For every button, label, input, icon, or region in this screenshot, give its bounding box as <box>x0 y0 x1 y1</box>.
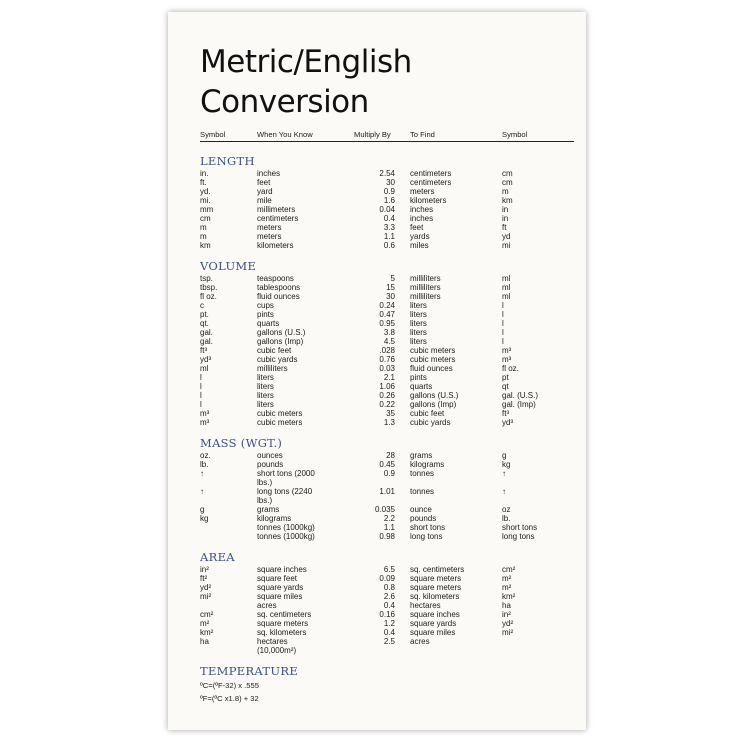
table-row <box>200 223 586 232</box>
table-row <box>200 451 586 460</box>
cell-symbol: ↑ <box>200 487 204 496</box>
cell-result-symbol: gal. (U.S.) <box>502 391 539 400</box>
cell-multiply-by: 2.1 <box>383 373 395 382</box>
cell-when-you-know: square meters <box>257 619 309 628</box>
section-title-area: AREA <box>200 550 235 564</box>
cell-result-symbol: cm <box>502 178 513 187</box>
cell-result-symbol: km <box>502 196 513 205</box>
cell-to-find: square meters <box>410 574 462 583</box>
cell-to-find: liters <box>410 337 427 346</box>
cell-symbol: yd. <box>200 187 211 196</box>
cell-multiply-by: 0.4 <box>383 628 395 637</box>
table-row <box>200 409 586 418</box>
cell-when-you-know: feet <box>257 178 271 187</box>
cell-when-you-know: meters <box>257 232 282 241</box>
cell-symbol: c <box>200 301 204 310</box>
table-row <box>200 214 586 223</box>
cell-symbol: yd² <box>200 583 212 592</box>
cell-to-find: tonnes <box>410 487 435 496</box>
cell-multiply-by: 30 <box>386 178 395 187</box>
cell-to-find: milliliters <box>410 283 441 292</box>
cell-result-symbol: oz <box>502 505 511 514</box>
section-title-mass-wgt: MASS (WGT.) <box>200 436 283 450</box>
cell-symbol: m <box>200 232 207 241</box>
table-row <box>200 310 586 319</box>
table-row <box>200 187 586 196</box>
cell-to-find: short tons <box>410 523 446 532</box>
cell-symbol: cm <box>200 214 211 223</box>
table-row <box>200 532 586 541</box>
cell-result-symbol: short tons <box>502 523 538 532</box>
cell-to-find: cubic meters <box>410 355 456 364</box>
cell-symbol: m² <box>200 619 210 628</box>
cell-to-find: cubic meters <box>410 346 456 355</box>
cell-symbol: l <box>200 391 202 400</box>
cell-result-symbol: l <box>502 310 504 319</box>
cell-to-find: inches <box>410 205 434 214</box>
cell-symbol: qt. <box>200 319 209 328</box>
cell-when-you-know: sq. centimeters <box>257 610 312 619</box>
table-row <box>200 328 586 337</box>
cell-to-find: quarts <box>410 382 433 391</box>
table-row <box>200 274 586 283</box>
cell-symbol: in. <box>200 169 209 178</box>
cell-multiply-by: 2.54 <box>379 169 395 178</box>
header-when-you-know: When You Know <box>257 130 313 139</box>
cell-when-you-know: cubic meters <box>257 418 303 427</box>
cell-symbol: ft³ <box>200 346 208 355</box>
cell-result-symbol: m² <box>502 583 512 592</box>
cell-result-symbol: ↑ <box>502 487 506 496</box>
cell-to-find: centimeters <box>410 169 452 178</box>
cell-symbol: ha <box>200 637 209 646</box>
table-row <box>200 460 586 469</box>
cell-when-you-know: liters <box>257 373 274 382</box>
cell-multiply-by: 6.5 <box>383 565 395 574</box>
cell-multiply-by: 0.09 <box>379 574 395 583</box>
table-row <box>200 514 586 523</box>
header-symbol-2: Symbol <box>502 130 528 139</box>
cell-result-symbol: cm² <box>502 565 516 574</box>
table-row <box>200 469 586 487</box>
cell-symbol: l <box>200 382 202 391</box>
table-row <box>200 196 586 205</box>
cell-when-you-know: tonnes (1000kg) <box>257 532 315 541</box>
cell-to-find: liters <box>410 301 427 310</box>
cell-to-find: liters <box>410 319 427 328</box>
cell-when-you-know: tablespoons <box>257 283 301 292</box>
cell-symbol <box>200 532 257 541</box>
cell-when-you-know: square yards <box>257 583 304 592</box>
formula-celsius: ºC=(ºF-32) x .555 <box>200 681 259 690</box>
page-title: Metric/English Conversion <box>200 44 412 120</box>
cell-symbol: m³ <box>200 418 210 427</box>
cell-symbol: gal. <box>200 328 213 337</box>
cell-when-you-know: kilometers <box>257 241 294 250</box>
cell-multiply-by: 0.035 <box>374 505 395 514</box>
cell-symbol: mi. <box>200 196 211 205</box>
cell-multiply-by: 2.2 <box>383 514 395 523</box>
table-row <box>200 583 586 592</box>
cell-multiply-by: 0.26 <box>379 391 395 400</box>
cell-to-find: pints <box>410 373 427 382</box>
cell-symbol <box>200 601 257 610</box>
cell-symbol: pt. <box>200 310 209 319</box>
cell-when-you-know: centimeters <box>257 214 299 223</box>
table-row <box>200 505 586 514</box>
cell-to-find: acres <box>410 637 430 646</box>
cell-multiply-by: 2.5 <box>383 637 395 646</box>
cell-multiply-by: 0.76 <box>379 355 395 364</box>
cell-symbol: m³ <box>200 409 210 418</box>
cell-multiply-by: 1.06 <box>379 382 395 391</box>
conversion-chart-card <box>168 12 586 730</box>
cell-to-find: milliliters <box>410 292 441 301</box>
cell-symbol: mi² <box>200 592 212 601</box>
cell-result-symbol: pt <box>502 373 509 382</box>
cell-when-you-know: millimeters <box>257 205 296 214</box>
table-row <box>200 178 586 187</box>
cell-multiply-by: 2.6 <box>383 592 395 601</box>
header-multiply-by: Multiply By <box>354 130 391 139</box>
cell-multiply-by: 0.45 <box>379 460 395 469</box>
cell-to-find: long tons <box>410 532 443 541</box>
cell-when-you-know: ounces <box>257 451 283 460</box>
table-row <box>200 232 586 241</box>
cell-symbol: fl oz. <box>200 292 217 301</box>
table-row <box>200 418 586 427</box>
cell-when-you-know: tonnes (1000kg) <box>257 523 315 532</box>
header-symbol: Symbol <box>200 130 226 139</box>
cell-when-you-know: kilograms <box>257 514 292 523</box>
cell-result-symbol: m <box>502 187 509 196</box>
cell-when-you-know: liters <box>257 382 274 391</box>
cell-multiply-by: 0.6 <box>383 241 395 250</box>
cell-when-you-know: cubic feet <box>257 346 292 355</box>
cell-result-symbol: cm <box>502 169 513 178</box>
cell-to-find: yards <box>410 232 430 241</box>
cell-when-you-know: gallons (U.S.) <box>257 328 306 337</box>
cell-multiply-by: 5 <box>390 274 395 283</box>
table-row <box>200 346 586 355</box>
table-row <box>200 619 586 628</box>
table-row <box>200 487 586 505</box>
cell-multiply-by: 1.3 <box>383 418 395 427</box>
cell-result-symbol: ft <box>502 223 507 232</box>
cell-symbol: tsp. <box>200 274 213 283</box>
cell-result-symbol: g <box>502 451 507 460</box>
cell-when-you-know: sq. kilometers <box>257 628 307 637</box>
table-row <box>200 205 586 214</box>
cell-to-find: gallons (Imp) <box>410 400 457 409</box>
table-row <box>200 292 586 301</box>
cell-symbol: gal. <box>200 337 213 346</box>
cell-multiply-by: 4.5 <box>383 337 395 346</box>
cell-when-you-know: teaspoons <box>257 274 294 283</box>
cell-result-symbol: m³ <box>502 346 512 355</box>
cell-when-you-know: short tons (2000 lbs.) <box>257 469 315 487</box>
formula-fahrenheit: ºF=(ºC x1.8) + 32 <box>200 694 259 703</box>
cell-to-find: fluid ounces <box>410 364 453 373</box>
cell-multiply-by: 0.95 <box>379 319 395 328</box>
table-row <box>200 241 586 250</box>
column-headers <box>200 130 574 142</box>
cell-multiply-by: 1.1 <box>383 232 395 241</box>
cell-to-find: feet <box>410 223 424 232</box>
cell-multiply-by: 0.47 <box>379 310 395 319</box>
cell-symbol: ft² <box>200 574 208 583</box>
cell-result-symbol: l <box>502 319 504 328</box>
cell-result-symbol: yd <box>502 232 511 241</box>
cell-multiply-by: 0.98 <box>379 532 395 541</box>
cell-when-you-know: pints <box>257 310 274 319</box>
section-title-length: LENGTH <box>200 154 255 168</box>
cell-multiply-by: .028 <box>379 346 395 355</box>
cell-multiply-by: 3.3 <box>383 223 395 232</box>
cell-result-symbol: in² <box>502 610 511 619</box>
cell-result-symbol: in <box>502 214 509 223</box>
table-row <box>200 565 586 574</box>
cell-result-symbol: mi <box>502 241 511 250</box>
cell-when-you-know: cups <box>257 301 274 310</box>
conversion-sections <box>200 155 586 655</box>
table-row <box>200 391 586 400</box>
cell-when-you-know: liters <box>257 400 274 409</box>
cell-to-find: liters <box>410 328 427 337</box>
cell-multiply-by: 0.4 <box>383 214 395 223</box>
cell-symbol: km <box>200 241 211 250</box>
cell-multiply-by: 1.6 <box>383 196 395 205</box>
cell-when-you-know: pounds <box>257 460 284 469</box>
section-title-temperature: TEMPERATURE <box>200 664 299 678</box>
cell-to-find: ounce <box>410 505 432 514</box>
cell-multiply-by: 28 <box>386 451 395 460</box>
cell-when-you-know: liters <box>257 391 274 400</box>
cell-to-find: square meters <box>410 583 462 592</box>
cell-result-symbol: qt <box>502 382 509 391</box>
cell-to-find: grams <box>410 451 433 460</box>
cell-multiply-by: 0.03 <box>379 364 395 373</box>
cell-symbol: l <box>200 400 202 409</box>
cell-result-symbol: mi² <box>502 628 514 637</box>
cell-multiply-by: 30 <box>386 292 395 301</box>
cell-to-find: meters <box>410 187 435 196</box>
table-row <box>200 382 586 391</box>
cell-symbol: yd³ <box>200 355 212 364</box>
cell-to-find: square inches <box>410 610 460 619</box>
cell-result-symbol: ha <box>502 601 511 610</box>
cell-multiply-by: 1.2 <box>383 619 395 628</box>
cell-symbol: l <box>200 373 202 382</box>
cell-symbol: mm <box>200 205 214 214</box>
cell-when-you-know: square inches <box>257 565 307 574</box>
table-row <box>200 301 586 310</box>
cell-when-you-know: cubic meters <box>257 409 303 418</box>
cell-symbol: lb. <box>200 460 209 469</box>
table-row <box>200 169 586 178</box>
cell-when-you-know: acres <box>257 601 277 610</box>
cell-to-find: tonnes <box>410 469 435 478</box>
cell-when-you-know: inches <box>257 169 281 178</box>
cell-multiply-by: 35 <box>386 409 395 418</box>
cell-when-you-know: long tons (2240 lbs.) <box>257 487 313 505</box>
cell-symbol: tbsp. <box>200 283 218 292</box>
cell-symbol: g <box>200 505 205 514</box>
cell-symbol: cm² <box>200 610 214 619</box>
cell-multiply-by: 0.04 <box>379 205 395 214</box>
cell-when-you-know: mile <box>257 196 272 205</box>
cell-to-find: miles <box>410 241 429 250</box>
table-row <box>200 628 586 637</box>
section-title-volume: VOLUME <box>200 259 257 273</box>
cell-to-find: kilometers <box>410 196 447 205</box>
header-to-find: To Find <box>410 130 435 139</box>
cell-to-find: sq. centimeters <box>410 565 465 574</box>
cell-symbol: km² <box>200 628 214 637</box>
cell-result-symbol: ml <box>502 274 511 283</box>
cell-result-symbol: l <box>502 301 504 310</box>
cell-when-you-know: milliliters <box>257 364 288 373</box>
cell-to-find: inches <box>410 214 434 223</box>
cell-symbol: in² <box>200 565 209 574</box>
cell-to-find: milliliters <box>410 274 441 283</box>
cell-multiply-by: 0.9 <box>383 469 395 478</box>
cell-multiply-by: 0.24 <box>379 301 395 310</box>
table-row <box>200 637 586 655</box>
cell-to-find: centimeters <box>410 178 452 187</box>
cell-when-you-know: meters <box>257 223 282 232</box>
cell-when-you-know: fluid ounces <box>257 292 300 301</box>
table-row <box>200 319 586 328</box>
cell-when-you-know: grams <box>257 505 280 514</box>
cell-multiply-by: 0.4 <box>383 601 395 610</box>
cell-to-find: square miles <box>410 628 456 637</box>
cell-result-symbol: gal. (Imp) <box>502 400 536 409</box>
cell-when-you-know: square miles <box>257 592 303 601</box>
cell-multiply-by: 0.8 <box>383 583 395 592</box>
cell-symbol: ↑ <box>200 469 204 478</box>
cell-when-you-know: quarts <box>257 319 280 328</box>
cell-to-find: pounds <box>410 514 437 523</box>
cell-multiply-by: 0.9 <box>383 187 395 196</box>
table-row <box>200 574 586 583</box>
cell-multiply-by: 3.8 <box>383 328 395 337</box>
cell-when-you-know: gallons (Imp) <box>257 337 304 346</box>
cell-symbol: oz. <box>200 451 211 460</box>
cell-result-symbol: ↑ <box>502 469 506 478</box>
cell-result-symbol: l <box>502 328 504 337</box>
cell-result-symbol: ft³ <box>502 409 510 418</box>
cell-when-you-know: square feet <box>257 574 298 583</box>
cell-result-symbol: long tons <box>502 532 535 541</box>
table-row <box>200 373 586 382</box>
cell-result-symbol: fl oz. <box>502 364 519 373</box>
cell-to-find: sq. kilometers <box>410 592 460 601</box>
cell-result-symbol: in <box>502 205 509 214</box>
cell-result-symbol: m³ <box>502 355 512 364</box>
cell-when-you-know: hectares (10,000m²) <box>257 637 297 655</box>
table-row <box>200 364 586 373</box>
table-row <box>200 610 586 619</box>
cell-result-symbol: ml <box>502 292 511 301</box>
cell-multiply-by: 0.16 <box>379 610 395 619</box>
cell-when-you-know: yard <box>257 187 273 196</box>
cell-to-find: liters <box>410 310 427 319</box>
cell-to-find: hectares <box>410 601 441 610</box>
cell-symbol: m <box>200 223 207 232</box>
cell-to-find: gallons (U.S.) <box>410 391 459 400</box>
cell-multiply-by: 1.1 <box>383 523 395 532</box>
cell-symbol: kg <box>200 514 209 523</box>
cell-to-find: cubic yards <box>410 418 451 427</box>
cell-multiply-by: 15 <box>386 283 395 292</box>
cell-result-symbol: kg <box>502 460 511 469</box>
cell-to-find: kilograms <box>410 460 445 469</box>
cell-result-symbol <box>502 637 562 655</box>
table-row <box>200 283 586 292</box>
cell-to-find: cubic feet <box>410 409 445 418</box>
cell-to-find: square yards <box>410 619 457 628</box>
cell-result-symbol: l <box>502 337 504 346</box>
table-row <box>200 601 586 610</box>
cell-result-symbol: km² <box>502 592 516 601</box>
cell-result-symbol: yd² <box>502 619 514 628</box>
cell-multiply-by: 0.22 <box>379 400 395 409</box>
cell-multiply-by: 1.01 <box>379 487 395 496</box>
table-row <box>200 337 586 346</box>
cell-symbol: ml <box>200 364 209 373</box>
table-row <box>200 400 586 409</box>
cell-result-symbol: ml <box>502 283 511 292</box>
cell-symbol: ft. <box>200 178 207 187</box>
table-row <box>200 355 586 364</box>
cell-result-symbol: m² <box>502 574 512 583</box>
table-row <box>200 592 586 601</box>
cell-result-symbol: lb. <box>502 514 511 523</box>
table-row <box>200 523 586 532</box>
cell-result-symbol: yd³ <box>502 418 514 427</box>
cell-symbol <box>200 523 257 532</box>
cell-when-you-know: cubic yards <box>257 355 298 364</box>
